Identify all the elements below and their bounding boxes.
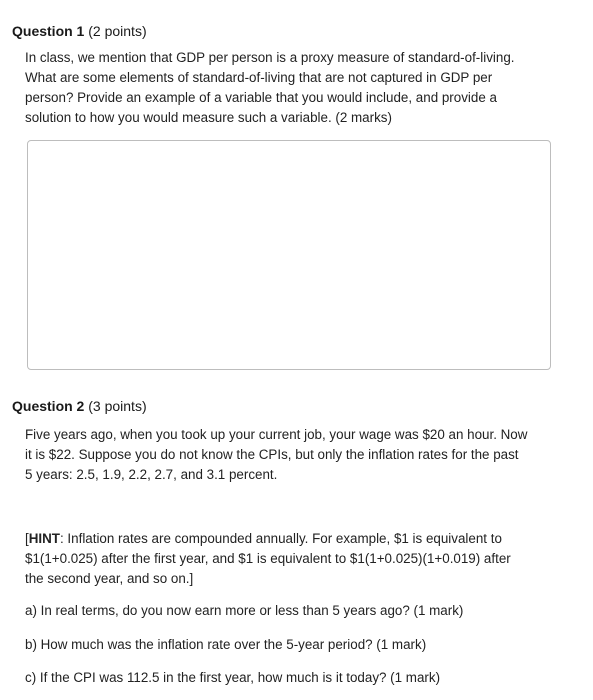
question-1-line: person? Provide an example of a variable that you would include, and provide a [25,90,497,105]
hint-line: $1(1+0.025) after the first year, and $1 is equivalent to $1(1+0.025)(1+0.019) after [25,551,511,566]
question-1-answer-box[interactable] [27,140,551,370]
question-2-hint [25,529,555,589]
hint-line: the second year, and so on.] [25,571,194,586]
question-1-line: In class, we mention that GDP per person is a proxy measure of standard-of-living. [25,50,515,65]
hint-label: HINT [28,531,60,546]
question-1-title [12,23,147,39]
hint-text: : Inflation rates are compounded annually. For example, $1 is equivalent to [59,531,502,546]
hint-line [25,529,555,549]
question-2-prompt [25,425,555,485]
question-2-line: 5 years: 2.5, 1.9, 2.2, 2.7, and 3.1 percent. [25,467,278,482]
question-1-line: solution to how you would measure such a variable. (2 marks) [25,110,392,125]
question-1-points: (2 points) [88,23,147,39]
question-1-line: What are some elements of standard-of-living that are not captured in GDP per [25,70,493,85]
question-2-line: Five years ago, when you took up your current job, your wage was $20 an hour. Now [25,427,528,442]
question-2-part-c: c) If the CPI was 112.5 in the first year, how much is it today? (1 mark) [25,670,441,685]
question-2-line: it is $22. Suppose you do not know the CPIs, but only the inflation rates for the past [25,447,519,462]
question-2-title [12,398,147,414]
question-2-label: Question 2 [12,398,85,414]
question-2-part-b: b) How much was the inflation rate over the 5-year period? (1 mark) [25,637,427,652]
hint-open-bracket: [ [25,531,29,546]
question-1-prompt [25,48,555,128]
question-2-points: (3 points) [88,398,147,414]
question-2-part-a: a) In real terms, do you now earn more or less than 5 years ago? (1 mark) [25,603,464,618]
question-1-label: Question 1 [12,23,85,39]
